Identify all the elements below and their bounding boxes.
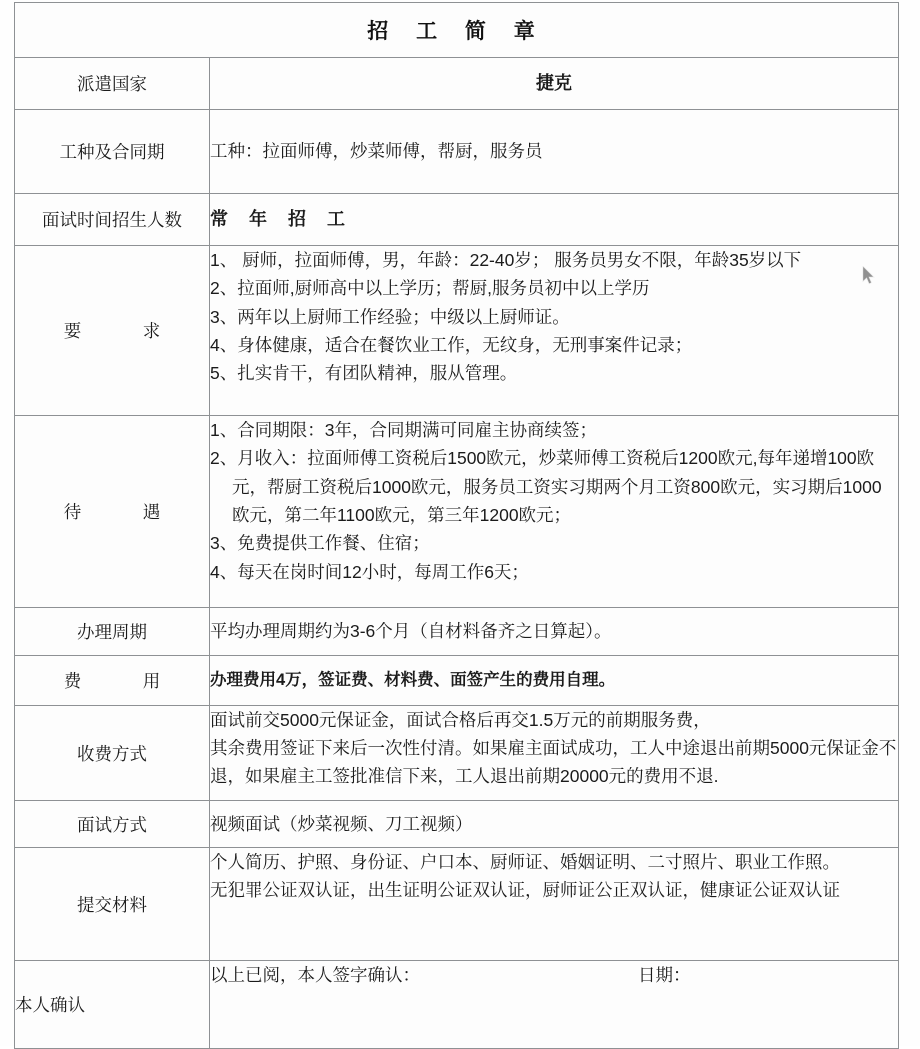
page-title: 招 工 简 章 <box>367 20 546 43</box>
table-row-title <box>15 3 899 58</box>
label-job-type-contract: 工种及合同期 <box>15 110 210 194</box>
table-row-requirements <box>15 246 899 416</box>
value-benefits <box>210 416 899 608</box>
list-item: 3、免费提供工作餐、住宿； <box>210 533 430 554</box>
benefits-list <box>210 416 898 586</box>
list-item: 5、扎实肯干，有团队精神，服从管理。 <box>210 363 518 384</box>
label-self-confirmation: 本人确认 <box>15 961 210 1049</box>
value-submission-materials <box>210 848 899 961</box>
label-benefits: 待 遇 <box>15 416 210 608</box>
label-payment-method: 收费方式 <box>15 706 210 801</box>
table-row-fee <box>15 656 899 706</box>
table-row-submission-materials <box>15 848 899 961</box>
value-job-type-contract: 工种：拉面师傅，炒菜师傅，帮厨，服务员 <box>210 110 899 194</box>
label-requirements: 要 求 <box>15 246 210 416</box>
value-interview-time-headcount: 常 年 招 工 <box>210 194 899 246</box>
label-dispatch-country: 派遣国家 <box>15 58 210 110</box>
list-item: 1、合同期限：3年，合同期满可同雇主协商续签； <box>210 420 597 440</box>
table-row-interview-time <box>15 194 899 246</box>
title-cell <box>15 3 899 58</box>
list-item: 2、拉面师,厨师高中以上学历；帮厨,服务员初中以上学历 <box>210 278 650 299</box>
label-interview-time-headcount: 面试时间招生人数 <box>15 194 210 246</box>
label-fee: 费 用 <box>15 656 210 706</box>
list-item: 2、月收入：拉面师傅工资税后1500欧元，炒菜师傅工资税后1200欧元,每年递增100欧元，帮厨工资税后1000欧元，服务员工资实习期两个月工资800欧元，实习期后1000欧元，第二年1100欧元，第三年1200欧元； <box>210 448 882 526</box>
value-dispatch-country: 捷克 <box>210 58 899 110</box>
table-row-benefits <box>15 416 899 608</box>
list-item: 4、身体健康，适合在餐饮业工作，无纹身，无刑事案件记录； <box>210 335 693 356</box>
label-interview-method: 面试方式 <box>15 801 210 848</box>
text-line: 其余费用签证下来后一次性付清。如果雇主面试成功，工人中途退出前期5000元保证金不退，如果雇主工签批准信下来，工人退出前期20000元的费用不退. <box>210 738 897 786</box>
list-item: 1、 厨师，拉面师傅，男，年龄：22-40岁； 服务员男女不限，年龄35岁以下 <box>210 250 802 270</box>
date-prompt: 日期： <box>638 965 691 985</box>
value-self-confirmation <box>210 961 899 1049</box>
value-interview-method: 视频面试（炒菜视频、刀工视频） <box>210 801 899 848</box>
table-row-interview-method <box>15 801 899 848</box>
recruitment-notice-table <box>14 2 899 1049</box>
table-row-country <box>15 58 899 110</box>
list-item: 3、两年以上厨师工作经验；中级以上厨师证。 <box>210 306 570 327</box>
table-row-processing-cycle <box>15 608 899 656</box>
value-requirements <box>210 246 899 416</box>
list-item: 4、每天在岗时间12小时，每周工作6天； <box>210 561 529 582</box>
label-submission-materials: 提交材料 <box>15 848 210 961</box>
signature-row <box>210 961 898 989</box>
text-line: 无犯罪公证双认证，出生证明公证双认证，厨师证公正双认证，健康证公证双认证 <box>210 880 840 900</box>
requirements-list <box>210 246 898 388</box>
label-processing-cycle: 办理周期 <box>15 608 210 656</box>
table-row-job-type <box>15 110 899 194</box>
value-processing-cycle: 平均办理周期约为3-6个月（自材料备齐之日算起）。 <box>210 608 899 656</box>
signature-prompt: 以上已阅，本人签字确认： <box>210 965 420 985</box>
value-payment-method <box>210 706 899 801</box>
value-fee: 办理费用4万，签证费、材料费、面签产生的费用自理。 <box>210 656 899 706</box>
text-line: 个人简历、护照、身份证、户口本、厨师证、婚姻证明、二寸照片、职业工作照。 <box>210 852 840 872</box>
table-row-self-confirmation <box>15 961 899 1049</box>
table-row-payment-method <box>15 706 899 801</box>
text-line: 面试前交5000元保证金，面试合格后再交1.5万元的前期服务费， <box>210 710 711 730</box>
